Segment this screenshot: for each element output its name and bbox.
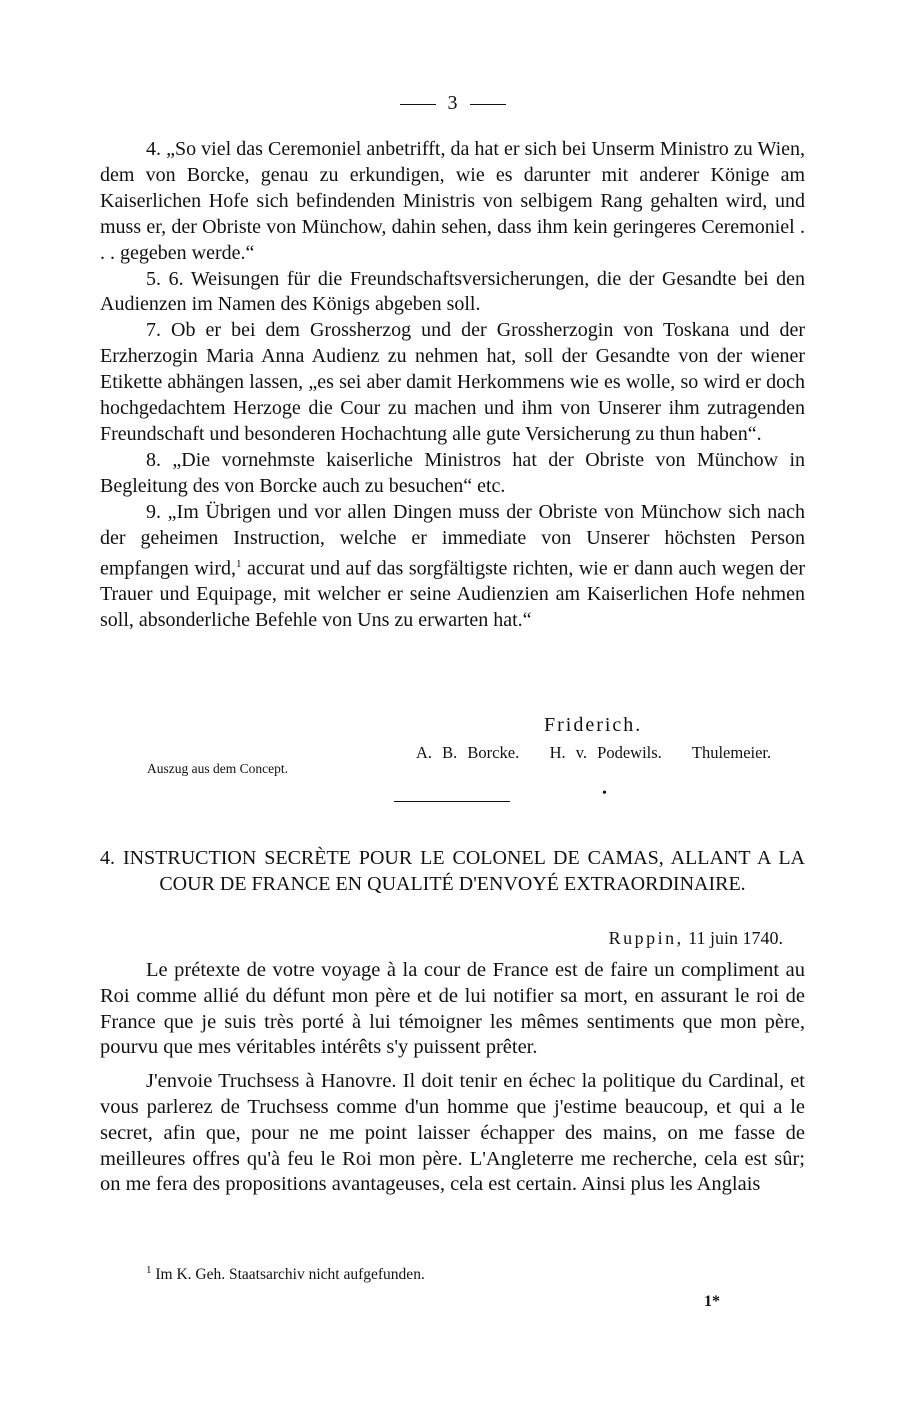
item-text-before: „Im Übrigen und vor allen Dingen muss der Obriste von Münchow sich nach der geheimen Instruction, welche er immediate von Unserer höchsten Person empfangen wird, (100, 500, 806, 580)
dateline-date: 11 juin 1740. (688, 928, 783, 948)
item-5-6 (100, 267, 805, 319)
item-text: „So viel das Ceremoniel anbetrifft, da hat er sich bei Unserm Ministro zu Wien, dem von Borcke, genau zu erkundigen, wie es darunter mit anderer Könige am Kaiserlichen Hofe sich befindenden Ministris von selbigem Rang gehalten wird, und muss er, der Obriste von Münchow, dahin sehen, dass ihm kein geringeres Ceremoniel . . . gegeben werde.“ (100, 138, 806, 264)
item-number: 9. (146, 500, 161, 523)
stray-dot: • (602, 786, 607, 801)
dateline-place: Ruppin, (608, 928, 684, 948)
item-text-after: accurat und auf das sorgfältigste richten, wie er dann auch wegen der Trauer und Equipage, mit welcher er seine Audienzien am Kaiserlichen Hofe nehmen soll, absonderliche Befehle von Uns zu erwarten hat.“ (100, 557, 806, 631)
item-number: 4. (146, 138, 161, 160)
section-heading (100, 845, 805, 897)
instruction-items (100, 137, 805, 634)
sovereign-signature: Friderich. (544, 714, 643, 736)
section-divider (394, 801, 510, 802)
footnote-marker: 1 (146, 1264, 152, 1276)
paragraph: J'envoie Truchsess à Hanovre. Il doit tenir en échec la politique du Cardinal, et vous parlerez de Truchsess comme d'un homme que j'estime beaucoup, et qui a le secret, afin que, pour ne me point laisser échapper des mains, on me fasse de meilleures offres qu'à feu le Roi mon père. L'Angleterre me recherche, cela est sûr; on me fera des propositions avantageuses, cela est certain. Ainsi plus les Anglais (100, 1070, 805, 1196)
footnote (146, 1264, 425, 1284)
item-number: 7. (146, 319, 161, 342)
signature-mark: 1* (704, 1293, 720, 1310)
item-text: Weisungen für die Freundschaftsversicherungen, die der Gesandte bei den Audienzen im Namen des Königs abgeben soll. (100, 267, 806, 316)
item-4 (100, 137, 805, 267)
source-note: Auszug aus dem Concept. (147, 761, 288, 776)
countersigners: A. B. Borcke. H. v. Podewils. Thulemeier. (416, 743, 772, 762)
page-header (100, 92, 805, 115)
dateline (609, 928, 783, 949)
header-dash-right (470, 104, 506, 105)
section-number: 4. (100, 847, 115, 869)
item-number: 5. 6. (146, 267, 184, 290)
footnote-text: Im K. Geh. Staatsarchiv nicht aufgefunden. (155, 1266, 425, 1284)
instruction-text (100, 958, 805, 1198)
item-text: Ob er bei dem Grossherzog und der Grossherzogin von Toskana und der Erzherzogin Maria Anna Audienz zu nehmen hat, soll der Gesandte von der wiener Etikette abhängen lassen, „es sei aber damit Herkommens wie es wolle, so wird er doch hochgedachtem Herzoge die Cour zu machen und ihm von Unserer ihm zutragenden Freundschaft und besonderen Hochachtung alle gute Versicherung zu thun haben“. (100, 319, 805, 445)
item-8 (100, 448, 805, 500)
paragraph: Le prétexte de votre voyage à la cour de France est de faire un compliment au Roi comme allié du défunt mon père et de lui notifier sa mort, en assurant le roi de France que je suis très porté à lui témoigner les mêmes sentiments que mon père, pourvu que mes véritables intérêts s'y puissent prêter. (100, 959, 805, 1059)
section-title: INSTRUCTION SECRÈTE POUR LE COLONEL DE CAMAS, ALLANT A LA COUR DE FRANCE EN QUALITÉ D'ENVOYÉ EXTRAORDINAIRE. (122, 847, 805, 895)
page-number: 3 (447, 92, 458, 114)
item-9 (100, 500, 805, 634)
item-text: „Die vornehmste kaiserliche Ministros hat der Obriste von Münchow in Begleitung des von Borcke auch zu besuchen“ etc. (100, 448, 806, 497)
item-7 (100, 318, 805, 448)
item-number: 8. (146, 448, 161, 471)
header-dash-left (400, 104, 436, 105)
footnote-reference: 1 (236, 557, 242, 570)
